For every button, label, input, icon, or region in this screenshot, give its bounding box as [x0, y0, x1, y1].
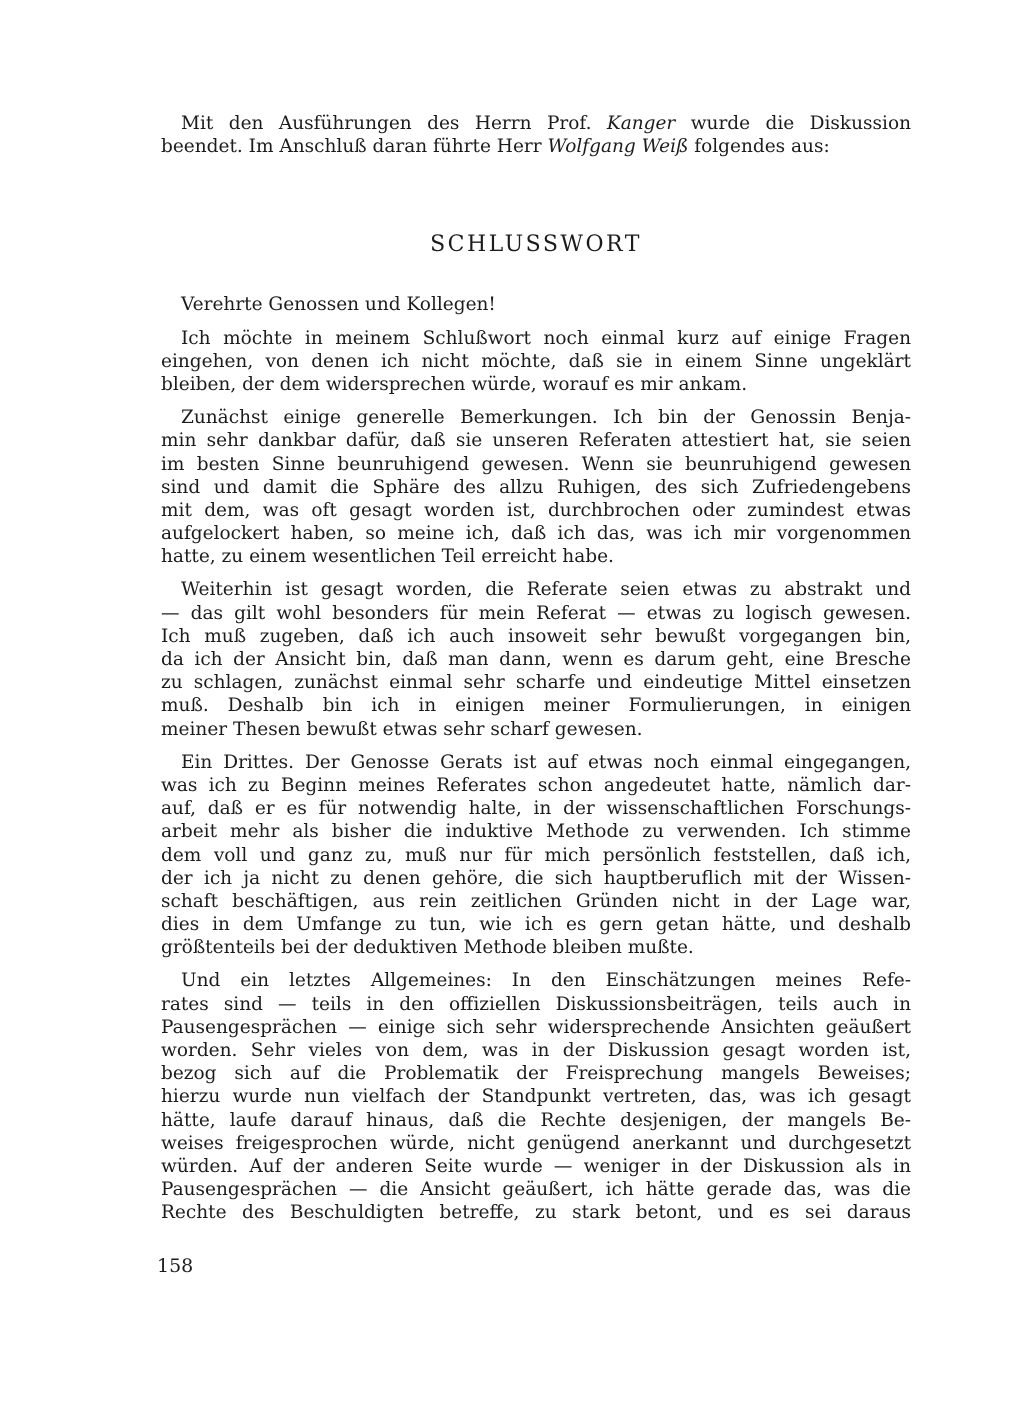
text-line: rates sind — teils in den offiziellen Diskussionsbeiträgen, teils auch in: [161, 993, 911, 1015]
intro-line-1-after: wurde die Diskussion: [675, 113, 911, 134]
salutation-line: Verehrte Genossen und Kollegen!: [181, 294, 496, 316]
body-paragraphs: [161, 327, 911, 1225]
intro-name-weiss: Wolfgang Weiß: [547, 136, 689, 158]
text-line: sind und damit die Sphäre des allzu Ruhigen, des sich Zufriedengebens: [161, 476, 911, 498]
paragraph-1: [161, 327, 911, 397]
section-heading: SCHLUSSWORT: [430, 232, 642, 258]
text-line: auf, daß er es für notwendig halte, in der wissenschaftlichen Forschungs-: [161, 798, 911, 820]
paragraph-5: [161, 969, 911, 1224]
intro-line-2-after: folgendes aus:: [688, 136, 830, 158]
text-line: meiner Thesen bewußt etwas sehr scharf gewesen.: [161, 718, 643, 740]
text-line: da ich der Ansicht bin, daß man dann, wenn es darum geht, eine Bresche: [161, 649, 911, 670]
text-line: Und ein letztes Allgemeines: In den Einschätzungen meines Refe-: [181, 970, 911, 992]
text-line: arbeit mehr als bisher die induktive Methode zu verwenden. Ich stimme: [161, 821, 911, 843]
text-line: — das gilt wohl besonders für mein Referat — etwas zu logisch gewesen.: [161, 602, 911, 624]
text-line: bezog sich auf die Problematik der Freisprechung mangels Beweises;: [161, 1063, 911, 1085]
paragraph-4: [161, 751, 911, 960]
text-line: Pausengesprächen — die Ansicht geäußert, ich hätte gerade das, was die: [161, 1179, 911, 1201]
intro-line-1-before: Mit den Ausführungen des Herrn Prof.: [181, 113, 607, 134]
text-line: eingehen, von denen ich nicht möchte, daß sie in einem Sinne ungeklärt: [161, 350, 911, 372]
text-line: min sehr dankbar dafür, daß sie unseren Referaten attestiert hat, sie seien: [161, 430, 911, 452]
text-line: Pausengesprächen — einige sich sehr widersprechende Ansichten geäußert: [161, 1016, 911, 1038]
text-line: muß. Deshalb bin ich in einigen meiner Formulierungen, in einigen: [161, 695, 911, 717]
intro-line-2-before: beendet. Im Anschluß daran führte Herr: [161, 136, 548, 158]
text-line: dies in dem Umfange zu tun, wie ich es gern getan hätte, und deshalb: [161, 914, 911, 936]
text-line: aufgelockert haben, so meine ich, daß ich das, was ich mir vorgenommen: [161, 523, 911, 545]
text-line: würden. Auf der anderen Seite wurde — weniger in der Diskussion als in: [161, 1155, 911, 1177]
salutation: [161, 293, 911, 316]
paragraph-3: [161, 578, 911, 740]
text-line: schaft beschäftigen, aus rein zeitlichen Gründen nicht in der Lage war,: [161, 890, 911, 912]
text-line: der ich ja nicht zu denen gehöre, die sich hauptberuflich mit der Wissen-: [161, 867, 911, 889]
page-number: 158: [157, 1255, 194, 1277]
intro-line-2: [161, 135, 911, 158]
text-line: zu schlagen, zunächst einmal sehr scharfe und eindeutige Mittel einsetzen: [161, 672, 911, 694]
intro-line-1: [161, 112, 911, 135]
text-line: bleiben, der dem widersprechen würde, worauf es mir ankam.: [161, 373, 748, 395]
text-line: Ich muß zugeben, daß ich auch insoweit sehr bewußt vorgegangen bin,: [161, 625, 911, 647]
text-line: hätte, laufe darauf hinaus, daß die Rechte desjenigen, der mangels Be-: [161, 1109, 911, 1131]
paragraph-2: [161, 406, 911, 568]
intro-name-kanger: Kanger: [606, 113, 676, 134]
text-line: hatte, zu einem wesentlichen Teil erreicht habe.: [161, 546, 614, 568]
text-line: Zunächst einige generelle Bemerkungen. Ich bin der Genossin Benja-: [181, 407, 911, 429]
intro-paragraph: [161, 112, 911, 158]
document-page: [161, 112, 911, 1235]
text-line: Ein Drittes. Der Genosse Gerats ist auf etwas noch einmal eingegangen,: [181, 751, 911, 773]
text-line: dem voll und ganz zu, muß nur für mich persönlich feststellen, daß ich,: [161, 844, 911, 866]
text-line: im besten Sinne beunruhigend gewesen. Wenn sie beunruhigend gewesen: [161, 453, 911, 475]
text-line: mit dem, was oft gesagt worden ist, durchbrochen oder zumindest etwas: [161, 499, 911, 521]
text-line: worden. Sehr vieles von dem, was in der Diskussion gesagt worden ist,: [161, 1040, 911, 1061]
text-line: größtenteils bei der deduktiven Methode bleiben mußte.: [161, 937, 694, 959]
text-line: weises freigesprochen würde, nicht genügend anerkannt und durchgesetzt: [161, 1132, 911, 1154]
text-line: Ich möchte in meinem Schlußwort noch einmal kurz auf einige Fragen: [181, 327, 911, 349]
text-line: was ich zu Beginn meines Referates schon angedeutet hatte, nämlich dar-: [161, 774, 911, 796]
text-line: hierzu wurde nun vielfach der Standpunkt vertreten, das, was ich gesagt: [161, 1086, 911, 1108]
text-line: Weiterhin ist gesagt worden, die Referate seien etwas zu abstrakt und: [181, 579, 911, 601]
text-line: Rechte des Beschuldigten betreffe, zu stark betont, und es sei daraus: [161, 1202, 911, 1224]
